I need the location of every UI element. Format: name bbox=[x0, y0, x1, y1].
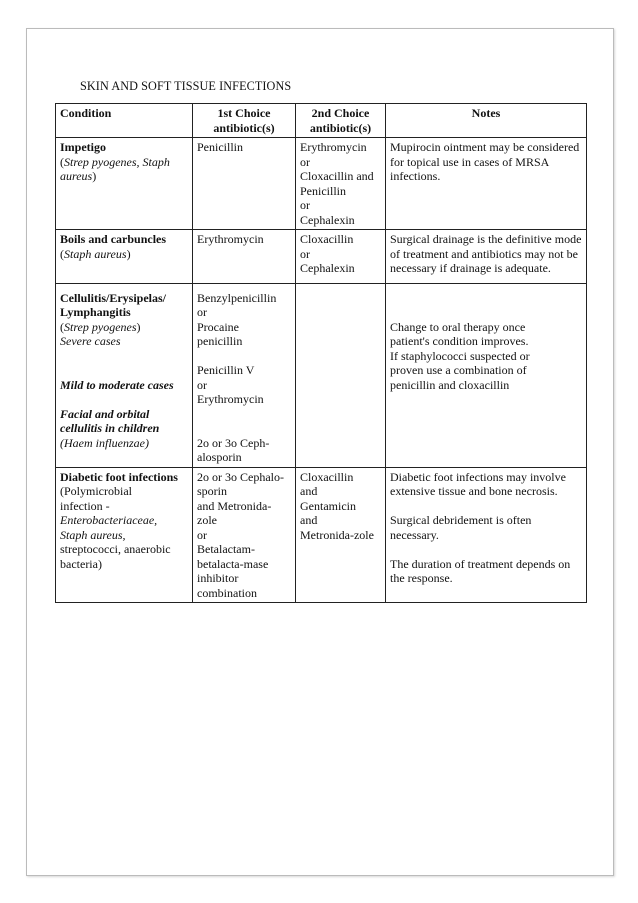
cellulitis-first-choice bbox=[193, 283, 296, 467]
cellulitis-second-choice bbox=[296, 283, 386, 467]
boils-second-line: Cloxacillin bbox=[300, 232, 354, 246]
impetigo-second-line: Penicillin bbox=[300, 183, 346, 198]
diabetic-notes-2: Surgical debridement is often necessary. bbox=[390, 513, 532, 542]
table-row-impetigo bbox=[56, 138, 587, 230]
header-second-line2: antibiotic(s) bbox=[309, 120, 372, 135]
cellulitis-org-close: ) bbox=[136, 319, 141, 334]
spacer bbox=[197, 407, 291, 436]
diabetic-first-line: or bbox=[197, 527, 207, 542]
cellulitis-note-line: patient's condition improves. bbox=[390, 334, 529, 348]
impetigo-second-line: or bbox=[300, 154, 310, 169]
spacer bbox=[390, 291, 582, 320]
diabetic-notes bbox=[386, 467, 587, 603]
cellulitis-mild-drug: Erythromycin bbox=[197, 392, 264, 406]
diabetic-first-line: Betalactam- bbox=[197, 542, 255, 556]
header-second-choice bbox=[296, 104, 386, 138]
diabetic-staph: Staph aureus, bbox=[60, 527, 126, 542]
antibiotic-table bbox=[55, 103, 587, 603]
impetigo-second-choice bbox=[296, 138, 386, 230]
impetigo-name: Impetigo bbox=[60, 140, 106, 154]
impetigo-condition-cell bbox=[56, 138, 193, 230]
impetigo-second-line: Cloxacillin and bbox=[300, 169, 374, 183]
diabetic-notes-1: Diabetic foot infections may involve extensive tissue and bone necrosis. bbox=[390, 469, 566, 498]
diabetic-first-line: betalacta-mase bbox=[197, 556, 269, 571]
impetigo-organism: Strep pyogenes, Staph aureus bbox=[60, 154, 170, 183]
diabetic-second-line: Gentamicin bbox=[300, 498, 356, 513]
diabetic-second-line: and bbox=[300, 513, 318, 527]
cellulitis-note-line: Change to oral therapy once bbox=[390, 319, 526, 334]
table-row-boils bbox=[56, 230, 587, 284]
spacer bbox=[390, 542, 582, 557]
boils-name: Boils and carbuncles bbox=[60, 232, 167, 246]
diabetic-first-choice bbox=[193, 467, 296, 603]
diabetic-first-line: 2o or 3o Cephalo- bbox=[197, 469, 284, 484]
diabetic-entero: Enterobacteriaceae, bbox=[60, 513, 158, 527]
impetigo-notes: Mupirocin ointment may be considered for topical use in cases of MRSA infections. bbox=[386, 138, 587, 230]
cellulitis-severe-label: Severe cases bbox=[60, 334, 121, 348]
cellulitis-facial-drug: 2o or 3o Ceph- bbox=[197, 435, 270, 450]
boils-first-choice: Erythromycin bbox=[193, 230, 296, 284]
boils-condition-cell bbox=[56, 230, 193, 284]
impetigo-second-line: Erythromycin bbox=[300, 140, 367, 154]
diabetic-first-line: zole bbox=[197, 513, 217, 527]
cellulitis-note-line: penicillin and cloxacillin bbox=[390, 377, 510, 392]
cellulitis-mild-label: Mild to moderate cases bbox=[60, 377, 174, 392]
impetigo-first-choice: Penicillin bbox=[193, 138, 296, 230]
diabetic-condition-cell bbox=[56, 467, 193, 603]
diabetic-second-choice bbox=[296, 467, 386, 603]
spacer bbox=[197, 349, 291, 364]
spacer bbox=[60, 392, 188, 407]
diabetic-strep: streptococci, anaerobic bbox=[60, 542, 171, 556]
diabetic-bacteria: bacteria) bbox=[60, 556, 102, 571]
diabetic-second-line: Metronida-zole bbox=[300, 527, 374, 542]
header-first-line1: 1st Choice bbox=[217, 106, 271, 120]
spacer bbox=[390, 276, 582, 281]
diabetic-first-line: sporin bbox=[197, 484, 227, 498]
cellulitis-haem-label: (Haem influenzae) bbox=[60, 435, 149, 450]
cellulitis-org-open: ( bbox=[60, 319, 64, 334]
header-first-choice bbox=[193, 104, 296, 138]
impetigo-org-open: ( bbox=[60, 154, 64, 169]
diabetic-second-line: and bbox=[300, 484, 318, 498]
cellulitis-severe-drug: penicillin bbox=[197, 334, 243, 348]
diabetic-second-line: Cloxacillin bbox=[300, 469, 354, 484]
boils-org-close: ) bbox=[126, 246, 131, 261]
cellulitis-facial-drug: alosporin bbox=[197, 450, 242, 464]
diabetic-first-line: and Metronida- bbox=[197, 498, 272, 513]
boils-second-choice bbox=[296, 230, 386, 284]
header-condition: Condition bbox=[56, 104, 193, 138]
cellulitis-note-line: proven use a combination of bbox=[390, 363, 527, 377]
header-second-line1: 2nd Choice bbox=[311, 106, 370, 120]
boils-organism: Staph aureus bbox=[64, 246, 127, 261]
impetigo-second-line: or bbox=[300, 198, 310, 212]
spacer bbox=[60, 349, 188, 378]
cellulitis-severe-drug: Procaine bbox=[197, 319, 239, 334]
header-notes: Notes bbox=[386, 104, 587, 138]
diabetic-notes-3: The duration of treatment depends on the response. bbox=[390, 556, 571, 585]
diabetic-name: Diabetic foot infections bbox=[60, 469, 178, 484]
boils-org-open: ( bbox=[60, 246, 64, 261]
impetigo-org-close: ) bbox=[92, 169, 97, 183]
boils-second-line: Cephalexin bbox=[300, 261, 355, 275]
diabetic-first-line: inhibitor bbox=[197, 571, 239, 585]
header-row bbox=[56, 104, 587, 138]
diabetic-first-line: combination bbox=[197, 585, 257, 600]
cellulitis-severe-drug: or bbox=[197, 305, 207, 319]
header-first-line2: antibiotic(s) bbox=[213, 120, 275, 135]
table-row-diabetic bbox=[56, 467, 587, 603]
cellulitis-note-line: If staphylococci suspected or bbox=[390, 348, 530, 363]
cellulitis-name: Cellulitis/Erysipelas/ Lymphangitis bbox=[60, 290, 167, 319]
diabetic-poly-open: (Polymicrobial bbox=[60, 484, 132, 498]
cellulitis-notes bbox=[386, 283, 587, 467]
cellulitis-organism: Strep pyogenes bbox=[64, 319, 137, 334]
cellulitis-mild-drug: or bbox=[197, 377, 207, 392]
boils-notes bbox=[386, 230, 587, 284]
cellulitis-severe-drug: Benzylpenicillin bbox=[197, 290, 277, 305]
table-row-cellulitis bbox=[56, 283, 587, 467]
boils-second-line: or bbox=[300, 246, 310, 261]
section-heading: SKIN AND SOFT TISSUE INFECTIONS bbox=[80, 79, 292, 93]
cellulitis-facial-label: Facial and orbital cellulitis in children bbox=[60, 406, 160, 435]
diabetic-poly-infection: infection - bbox=[60, 498, 110, 513]
boils-notes-text: Surgical drainage is the definitive mode of treatment and antibiotics may not be necessary if drainage is adequate. bbox=[390, 232, 582, 275]
impetigo-second-line: Cephalexin bbox=[300, 212, 355, 227]
cellulitis-condition-cell bbox=[56, 283, 193, 467]
spacer bbox=[390, 499, 582, 514]
cellulitis-mild-drug: Penicillin V bbox=[197, 363, 255, 377]
